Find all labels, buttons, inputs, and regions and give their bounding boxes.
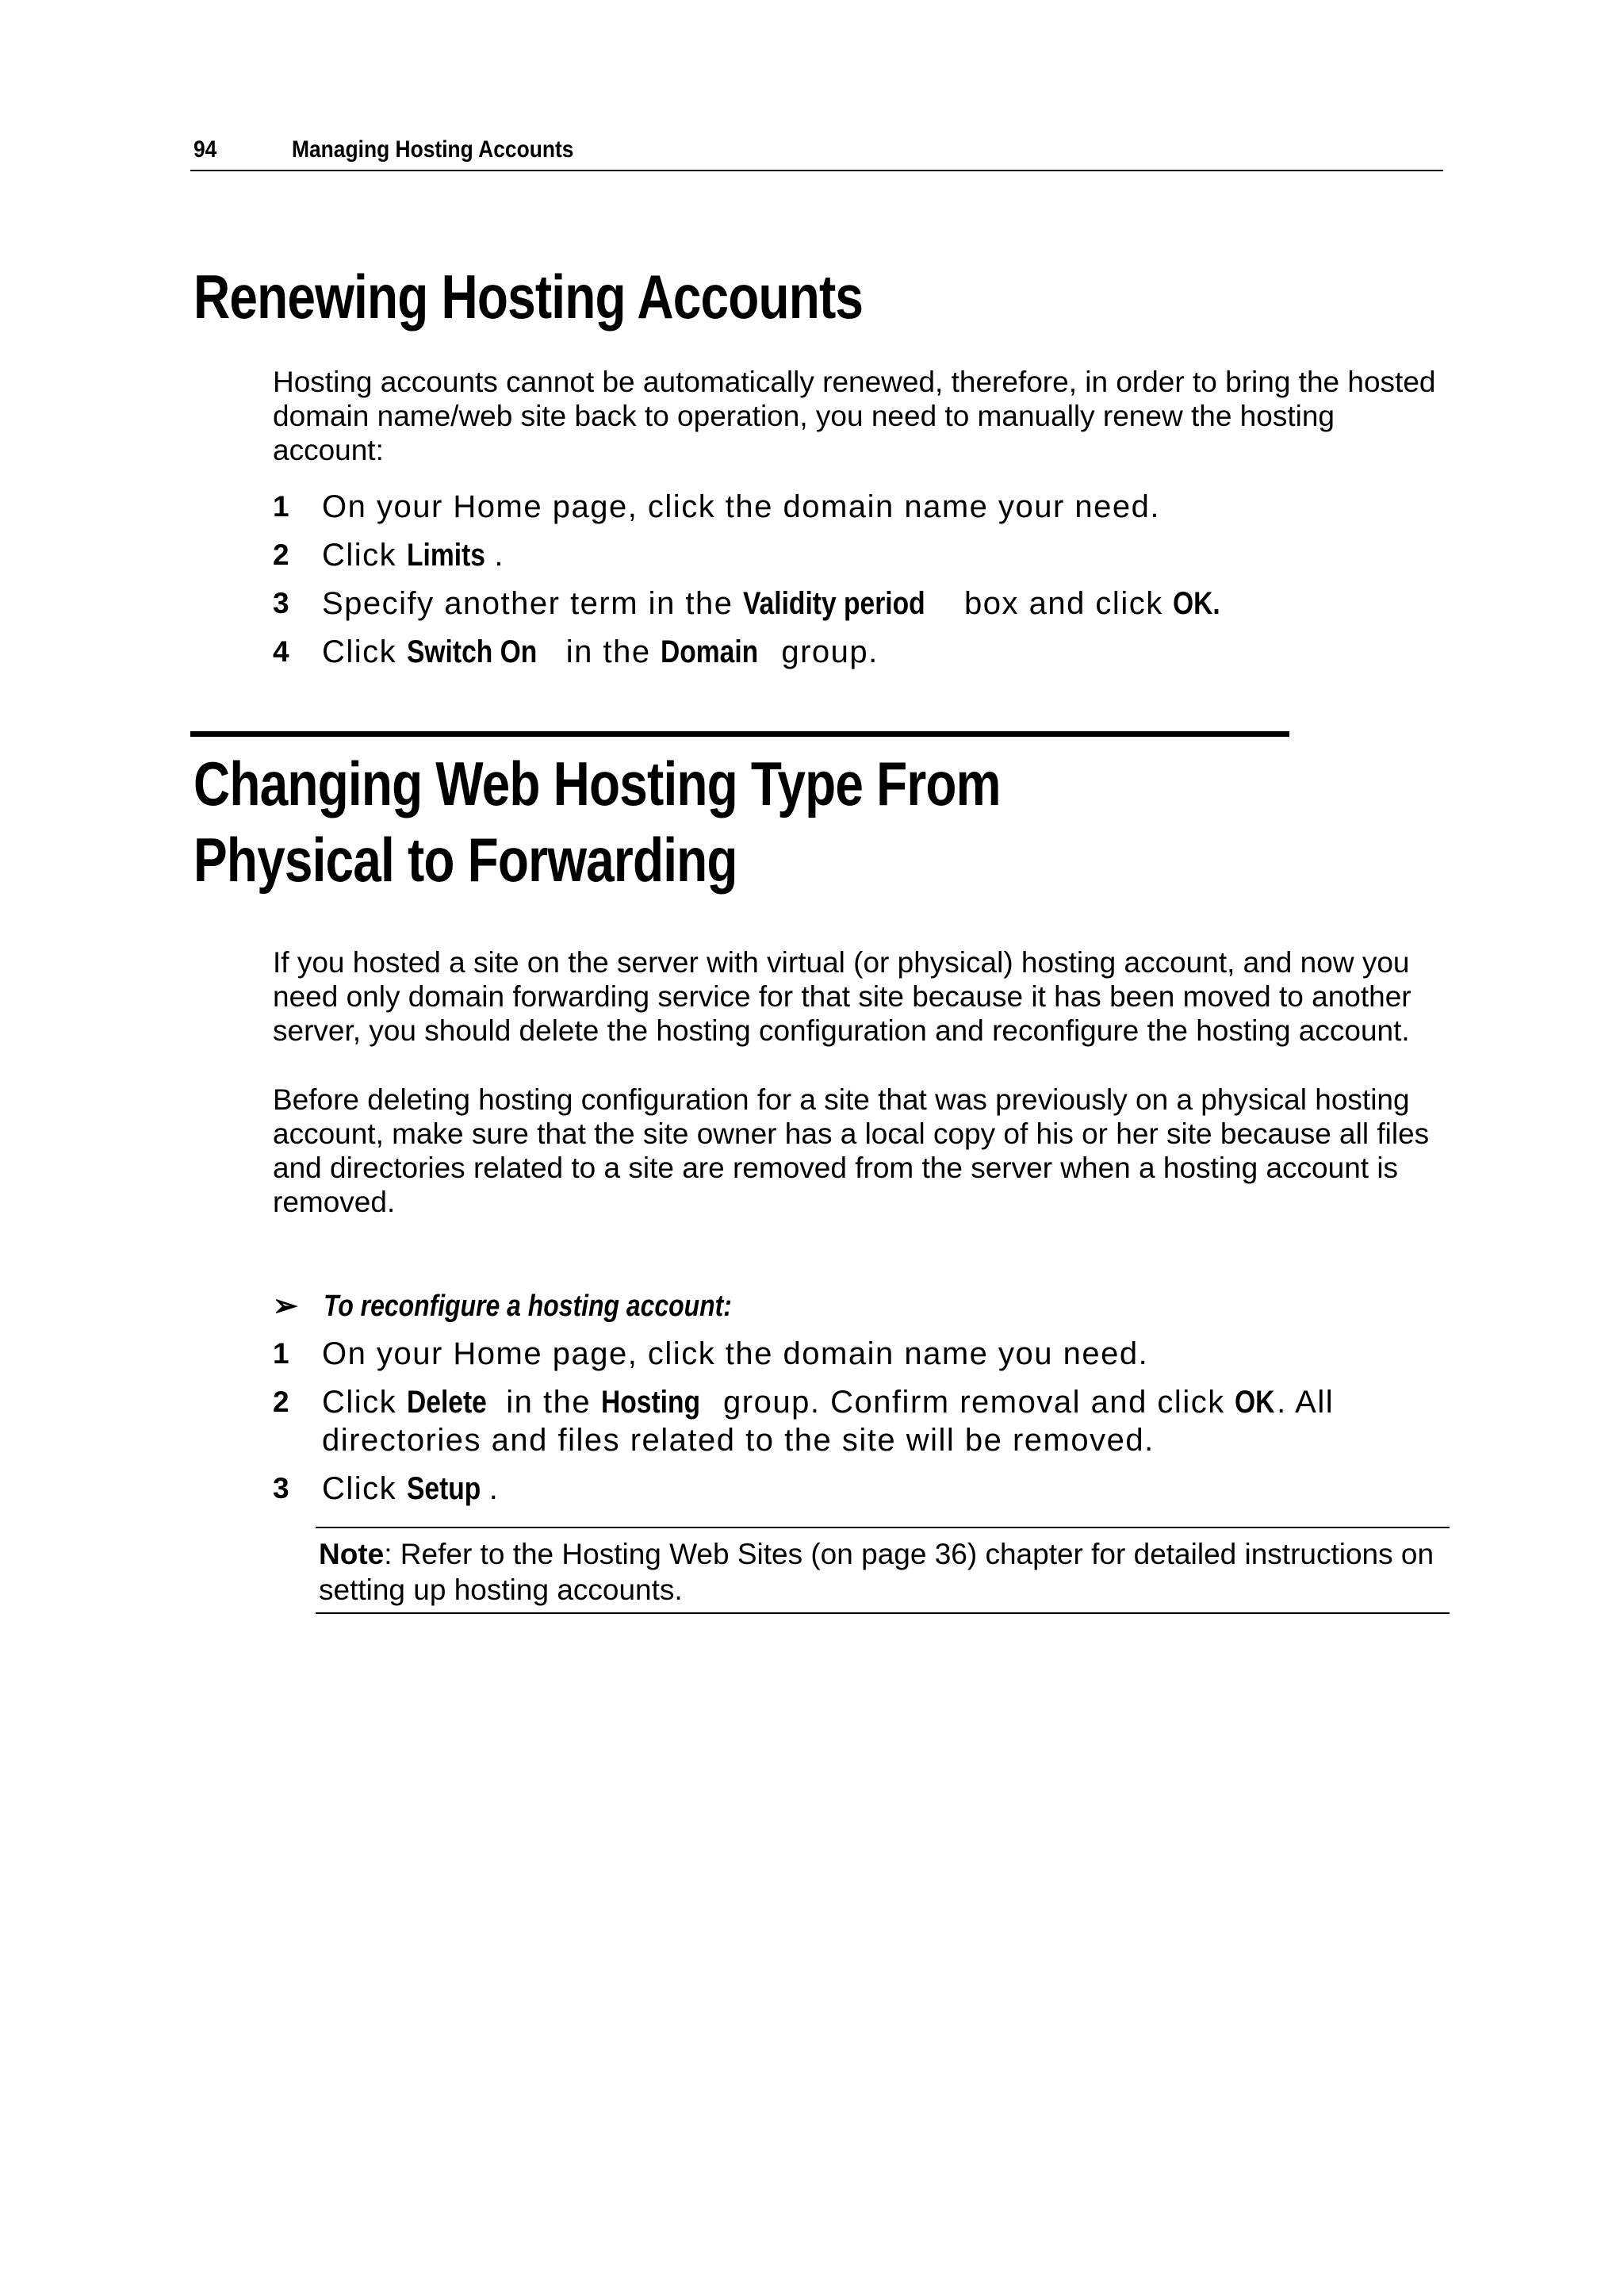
step-1 [273, 1335, 1383, 1373]
running-title: Managing Hosting Accounts [292, 136, 574, 163]
ui-label-ok: OK. [1173, 586, 1221, 621]
step-number: 2 [273, 1386, 289, 1418]
intro-paragraph: Hosting accounts cannot be automatically renewed, therefore, in order to bring the hosted domain name/web site back to operation, you need to manually renew the hosting account: [273, 366, 1436, 466]
step-number: 1 [273, 490, 289, 523]
paragraph-2: Before deleting hosting configuration for a site that was previously on a physical hosting account, make sure that the site owner has a local copy of his or her site because all files and directories related to a site are removed from the server when a hosting account is removed. [273, 1083, 1430, 1218]
step-2 [273, 1383, 1383, 1459]
section-title-renewing: Renewing Hosting Accounts [193, 262, 864, 332]
section-divider [190, 731, 1289, 737]
step-3 [273, 1470, 1383, 1508]
paragraph-1: If you hosted a site on the server with virtual (or physical) hosting account, and now you need only domain forwarding service for that site because it has been moved to another server, you should delete the hosting configuration and reconfigure the hosting account. [273, 946, 1411, 1047]
step-text: Click [322, 1385, 407, 1420]
ui-label-switch-on: Switch On [406, 634, 538, 669]
step-text: Click [322, 634, 407, 669]
step-text: box and click [954, 586, 1174, 621]
section-title-changing-line2: Physical to Forwarding [193, 825, 737, 895]
step-number: 2 [273, 539, 289, 571]
ui-label-delete: Delete [406, 1385, 487, 1420]
step-4 [273, 633, 1446, 671]
renewing-steps [273, 488, 1446, 681]
page-number: 94 [193, 136, 217, 163]
running-header [190, 136, 1443, 171]
step-1 [273, 488, 1446, 526]
procedure-heading [273, 1288, 810, 1324]
renewing-intro [273, 365, 1438, 502]
step-number: 4 [273, 635, 289, 668]
ui-label-validity-period: Validity period [743, 586, 925, 621]
ui-label-domain: Domain [661, 634, 759, 669]
ui-label-setup: Setup [406, 1471, 481, 1506]
step-text: . All directories and files related to the site will be removed. [322, 1385, 1335, 1458]
step-text: On your Home page, click the domain name your need. [322, 489, 1161, 524]
note-label: Note [319, 1538, 385, 1570]
step-text: Click [322, 1471, 407, 1506]
step-text: in the [556, 634, 661, 669]
step-number: 1 [273, 1337, 289, 1370]
step-text: Click [322, 538, 407, 573]
note-text: : Refer to the Hosting Web Sites (on page 36) chapter for detailed instructions on setting up hosting accounts. [319, 1538, 1434, 1606]
step-text: group. [771, 634, 879, 669]
note-box [316, 1527, 1450, 1614]
ui-label-ok: OK [1235, 1385, 1275, 1420]
step-text: group. Confirm removal and click [713, 1385, 1235, 1420]
reconfigure-steps [273, 1335, 1383, 1518]
step-text: in the [496, 1385, 601, 1420]
changing-body [273, 945, 1446, 1254]
ui-label-hosting: Hosting [600, 1385, 700, 1420]
section-title-changing-line1: Changing Web Hosting Type From [193, 749, 1001, 818]
arrow-bullet-icon: ➢ [273, 1290, 298, 1323]
step-number: 3 [273, 587, 289, 619]
ui-label-limits: Limits [406, 538, 485, 573]
step-3 [273, 585, 1446, 623]
step-text: Specify another term in the [322, 586, 744, 621]
step-text: . [488, 1471, 500, 1506]
step-text: . [494, 538, 505, 573]
step-2 [273, 536, 1446, 574]
procedure-title: To reconfigure a hosting account: [324, 1290, 732, 1323]
step-text: On your Home page, click the domain name you need. [322, 1336, 1149, 1371]
step-number: 3 [273, 1472, 289, 1504]
